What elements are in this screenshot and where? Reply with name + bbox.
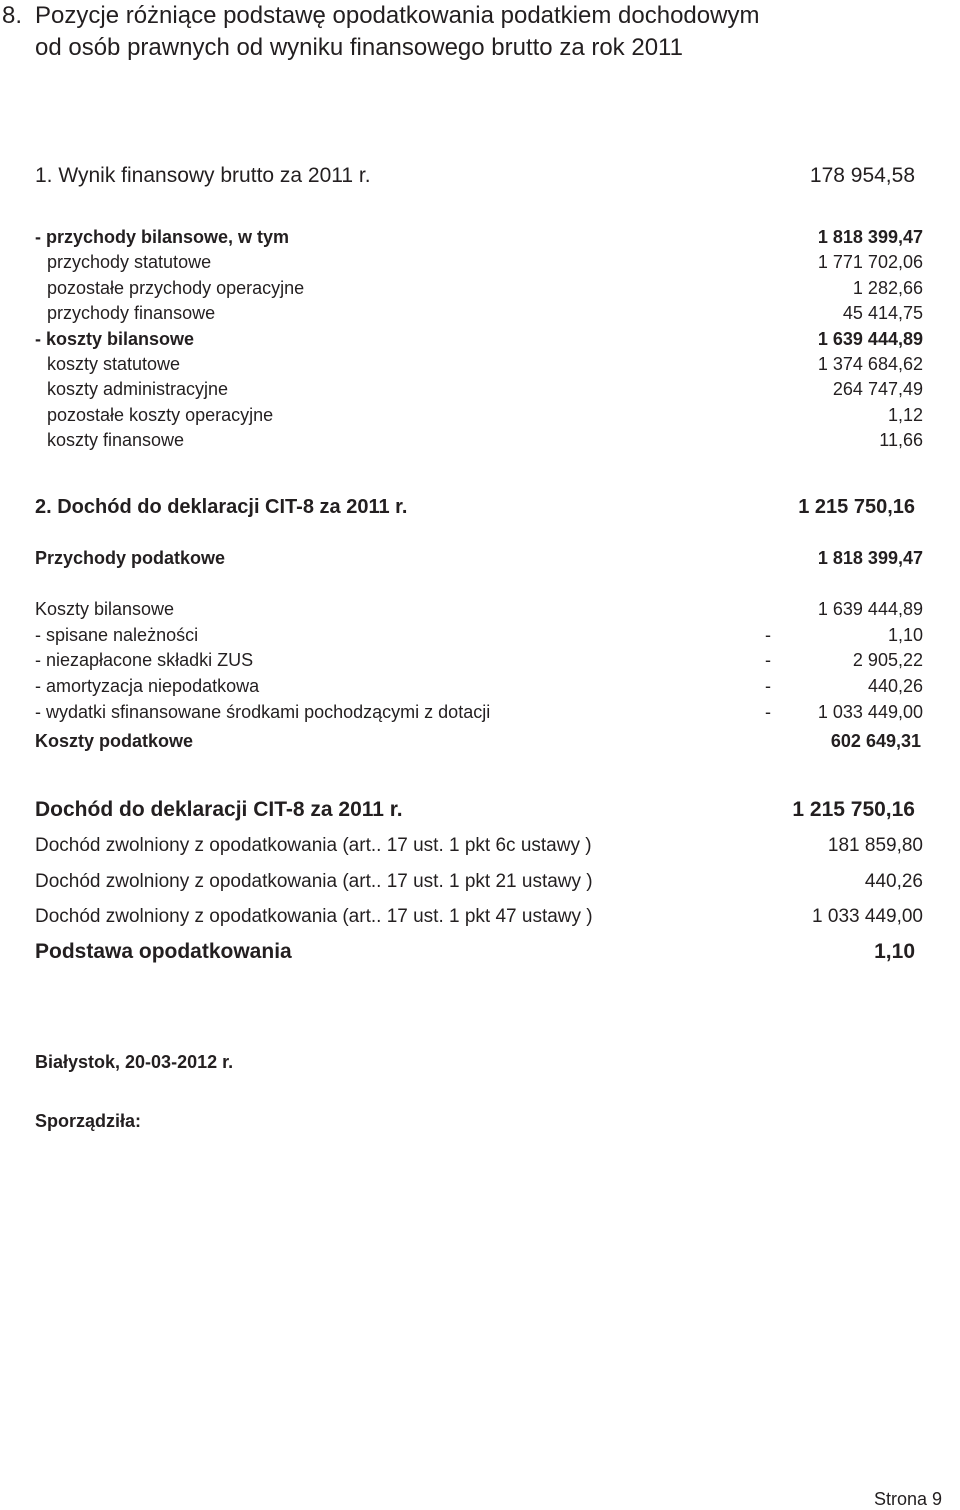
- s1-row-label: pozostałe koszty operacyjne: [47, 405, 274, 425]
- costs-label: Koszty bilansowe: [35, 599, 175, 619]
- place-date: Białystok, 20-03-2012 r.: [35, 1052, 234, 1072]
- s1-row-label: koszty statutowe: [47, 354, 181, 374]
- page-number: Strona 9: [873, 1489, 942, 1509]
- costs-value: 1 639 444,89: [817, 599, 923, 619]
- s1-row-label: koszty administracyjne: [47, 379, 229, 399]
- exempt-value: 181 859,80: [827, 835, 923, 856]
- exempt-value: 1 033 449,00: [812, 906, 923, 927]
- s1-row-label: - przychody bilansowe, w tym: [35, 227, 290, 247]
- deduction-label: - spisane należności: [35, 625, 199, 645]
- income-value: 1 215 750,16: [792, 798, 915, 821]
- revenue-value: 1 818 399,47: [817, 548, 923, 568]
- s1-row-value: 45 414,75: [842, 303, 923, 323]
- deduction-value: 440,26: [867, 676, 923, 696]
- s1-row-value: 1 282,66: [852, 278, 923, 298]
- deduction-value: 1 033 449,00: [817, 702, 923, 722]
- s1-row-label: pozostałe przychody operacyjne: [47, 278, 305, 298]
- s1-row-value: 1 639 444,89: [817, 329, 923, 349]
- exempt-label: Dochód zwolniony z opodatkowania (art.. 17 ust. 1 pkt 6c ustawy ): [35, 835, 592, 856]
- exempt-value: 440,26: [864, 871, 923, 892]
- s1-row-value: 11,66: [879, 430, 923, 450]
- prepared-by: Sporządziła:: [35, 1111, 142, 1131]
- section2-title: 2. Dochód do deklaracji CIT-8 za 2011 r.: [35, 496, 408, 518]
- heading-number: 8.: [2, 2, 23, 29]
- s1-row-label: - koszty bilansowe: [35, 329, 195, 349]
- deduction-sign: -: [765, 676, 771, 696]
- exempt-label: Dochód zwolniony z opodatkowania (art.. 17 ust. 1 pkt 47 ustawy ): [35, 906, 593, 927]
- s1-row-label: koszty finansowe: [47, 430, 185, 450]
- s1-row-value: 1 818 399,47: [817, 227, 923, 247]
- deduction-label: - niezapłacone składki ZUS: [35, 650, 254, 670]
- tax-costs-value: 602 649,31: [830, 731, 921, 751]
- revenue-label: Przychody podatkowe: [35, 548, 226, 568]
- income-label: Dochód do deklaracji CIT-8 za 2011 r.: [35, 798, 403, 821]
- deduction-value: 2 905,22: [852, 650, 923, 670]
- tax-costs-label: Koszty podatkowe: [35, 731, 194, 751]
- deduction-label: - wydatki sfinansowane środkami pochodzącymi z dotacji: [35, 702, 491, 722]
- heading-line1: Pozycje różniące podstawę opodatkowania podatkiem dochodowym: [35, 2, 760, 29]
- s1-row-value: 1 771 702,06: [817, 252, 923, 272]
- tax-base-label: Podstawa opodatkowania: [35, 940, 292, 963]
- deduction-sign: -: [765, 702, 771, 722]
- heading-line2: od osób prawnych od wyniku finansowego brutto za rok 2011: [35, 34, 683, 61]
- s1-row-value: 264 747,49: [832, 379, 923, 399]
- deduction-sign: -: [765, 650, 771, 670]
- tax-base-value: 1,10: [874, 940, 915, 963]
- section1-title: 1. Wynik finansowy brutto za 2011 r.: [35, 164, 371, 187]
- s1-row-label: przychody finansowe: [47, 303, 216, 323]
- section2-value: 1 215 750,16: [798, 496, 915, 518]
- deduction-value: 1,10: [887, 625, 923, 645]
- deduction-label: - amortyzacja niepodatkowa: [35, 676, 260, 696]
- section1-value: 178 954,58: [809, 164, 915, 187]
- s1-row-value: 1,12: [887, 405, 923, 425]
- s1-row-label: przychody statutowe: [47, 252, 212, 272]
- exempt-label: Dochód zwolniony z opodatkowania (art.. 17 ust. 1 pkt 21 ustawy ): [35, 871, 593, 892]
- s1-row-value: 1 374 684,62: [817, 354, 923, 374]
- deduction-sign: -: [765, 625, 771, 645]
